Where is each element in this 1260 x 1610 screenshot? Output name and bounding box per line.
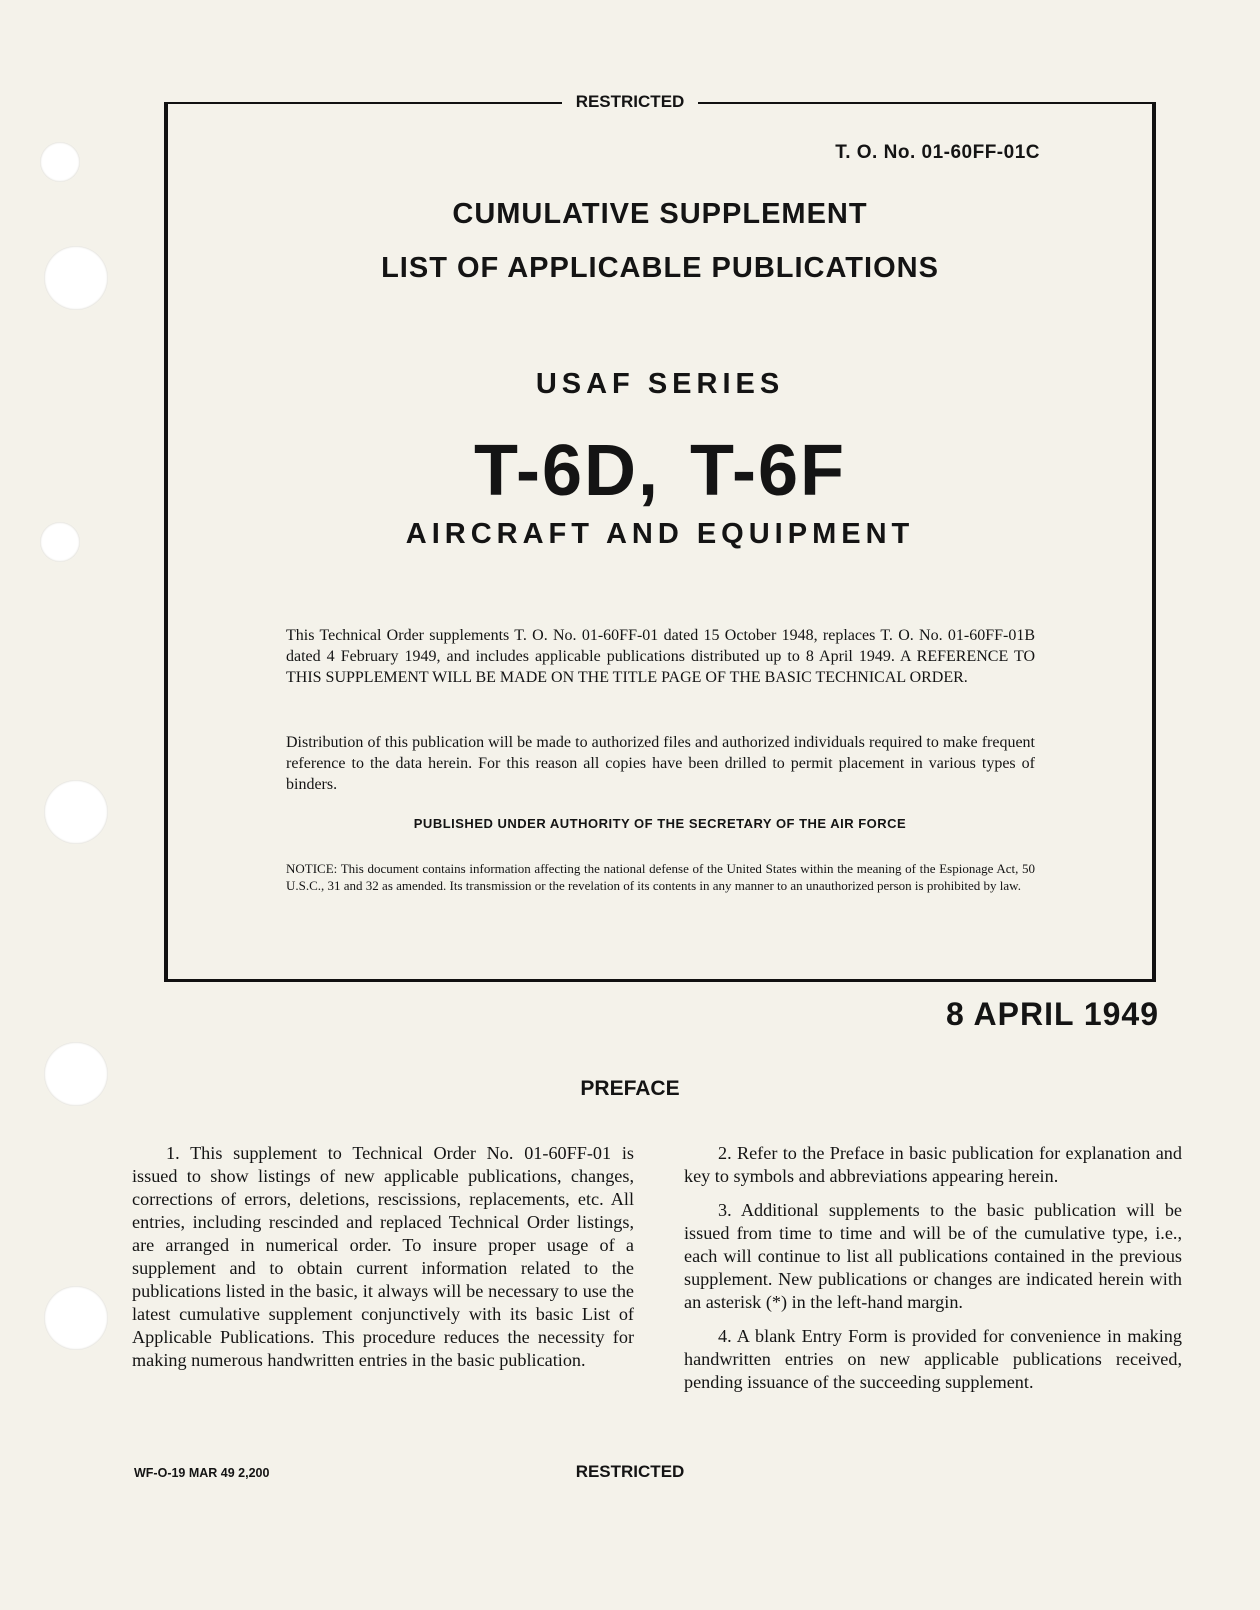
preface-paragraph-1: 1. This supplement to Technical Order No. 01-60FF-01 is issued to show listings of new applicable publications, changes, corrections of errors, deletions, rescissions, replacements, etc. All entries, including rescinded and replaced Technical Order listings, are arranged in numerical order. To insure proper usage of a supplement and to obtain current information related to the publications listed in the basic, it always will be necessary to use the latest cumulative supplement conjunctively with its basic List of Applicable Publications. This procedure reduces the necessity for making numerous handwritten entries in the basic publication. xyxy=(132,1143,634,1370)
subtitle: AIRCRAFT AND EQUIPMENT xyxy=(405,518,915,550)
print-code: WF-O-19 MAR 49 2,200 xyxy=(134,1466,270,1480)
title-line-2: LIST OF APPLICABLE PUBLICATIONS xyxy=(381,252,939,284)
intro-paragraph-2: Distribution of this publication will be made to authorized files and authorized individuals required to make frequent reference to the data herein. For this reason all copies have been drilled to permit placement in various types of binders. xyxy=(286,734,1035,793)
preface-heading: PREFACE xyxy=(580,1077,680,1100)
model-1: T-6D, xyxy=(473,431,660,511)
series-label: USAF SERIES xyxy=(535,368,785,400)
model-2: T-6F xyxy=(690,431,847,511)
preface-paragraph-3: 3. Additional supplements to the basic publication will be issued from time to time and will be of the cumulative type, i.e., each will continue to list all publications contained in the previous supplement. New publications or changes are indicated herein with an asterisk (*) in the left-hand margin. xyxy=(684,1200,1182,1312)
classification-top-label: RESTRICTED xyxy=(562,92,699,111)
model-designations xyxy=(164,430,1156,512)
classification-bottom: RESTRICTED xyxy=(575,1462,685,1481)
intro-paragraph-1: This Technical Order supplements T. O. No. 01-60FF-01 dated 15 October 1948, replaces T. O. No. 01-60FF-01B dated 4 February 1949, and includes applicable publications distributed up to 8 April 1949. A REFERENCE TO THIS SUPPLEMENT WILL BE MADE ON THE TITLE PAGE OF THE BASIC TECHNICAL ORDER. xyxy=(286,627,1035,686)
binder-hole xyxy=(40,522,80,562)
title-line-1: CUMULATIVE SUPPLEMENT xyxy=(452,198,868,230)
preface-paragraph-4: 4. A blank Entry Form is provided for convenience in making handwritten entries on new applicable publications received, pending issuance of the succeeding supplement. xyxy=(684,1326,1182,1392)
classification-top xyxy=(0,92,1260,112)
binder-hole xyxy=(44,1286,108,1350)
notice-paragraph: NOTICE: This document contains information affecting the national defense of the United States within the meaning of the Espionage Act, 50 U.S.C., 31 and 32 as amended. Its transmission or the revelation of its contents in any manner to an unauthorized person is prohibited by law. xyxy=(286,861,1035,893)
publication-date: 8 APRIL 1949 xyxy=(946,996,1159,1032)
preface-left-column xyxy=(132,1142,634,1383)
preface-paragraph-2: 2. Refer to the Preface in basic publication for explanation and key to symbols and abbreviations appearing herein. xyxy=(684,1143,1182,1186)
binder-hole xyxy=(40,142,80,182)
binder-hole xyxy=(44,246,108,310)
authority-statement: PUBLISHED UNDER AUTHORITY OF THE SECRETARY OF THE AIR FORCE xyxy=(413,816,907,831)
preface-right-column xyxy=(684,1142,1182,1405)
binder-hole xyxy=(44,780,108,844)
to-number: T. O. No. 01-60FF-01C xyxy=(835,142,1040,163)
